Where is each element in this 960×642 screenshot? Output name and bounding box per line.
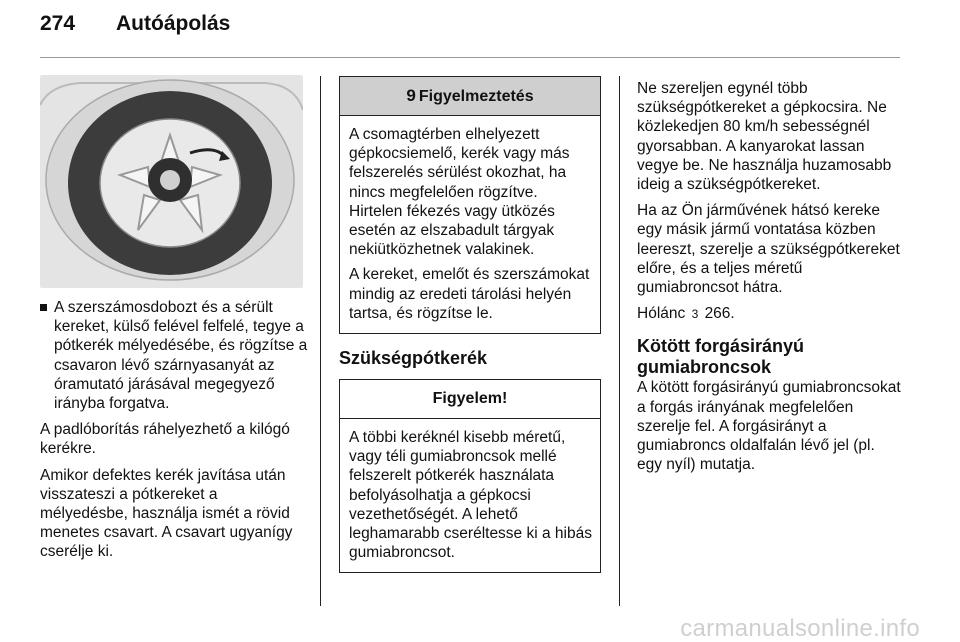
column-3 — [637, 79, 903, 481]
watermark: carmanualsonline.info — [680, 614, 920, 642]
chapter-title: Autóápolás — [116, 12, 231, 35]
notice-body — [340, 419, 600, 572]
notice-title: Figyelem! — [340, 380, 600, 419]
paragraph: A kötött forgásirányú gumiabroncsokat a forgás irányának megfelelően szerelje fel. A forgásirányt a gumiabroncs oldalfalán lévő jel (pl. egy nyíl) mutatja. — [637, 379, 901, 474]
cross-reference — [637, 304, 903, 324]
header-rule — [40, 57, 900, 58]
paragraph: A padlóborítás ráhelyezhető a kilógó kerékre. — [40, 421, 290, 458]
paragraph: A csomagtérben elhelyezett gépkocsiemelő, kerék vagy más felszerelés sérülést okozhat, ha nincs megfelelően rögzítve. Hirtelen fékezés vagy ütközés esetén az elszabadult tárgyak nekiütközhetnek valakinek. — [349, 126, 570, 259]
paragraph: Amikor defektes kerék javítása után visszateszi a pótkereket a mélyedésbe, használja ismét a rövid menetes csavart. A csavart ugyanígy cserélje ki. — [40, 466, 293, 561]
warning-box — [339, 76, 601, 334]
column-1 — [40, 298, 308, 569]
reference-page: 266. — [704, 305, 735, 323]
notice-box — [339, 379, 601, 573]
page-number: 274 — [40, 12, 76, 35]
paragraph: A kereket, emelőt és szerszámokat mindig az eredeti tárolási helyén tartsa, és rögzítse le. — [349, 266, 590, 322]
warning-title-text: Figyelmeztetés — [418, 88, 534, 105]
page-reference-icon: 3 — [691, 307, 699, 322]
reference-text: Hólánc — [637, 305, 686, 323]
paragraph: A többi keréknél kisebb méretű, vagy téli gumiabroncsok mellé felszerelt pótkerék használata befolyásolhatja a gépkocsi vezethetőségét. A lehető leghamarabb cseréltesse ki a hibás gumiabroncsot. — [349, 429, 592, 562]
column-divider-2 — [619, 76, 620, 606]
paragraph: Ne szereljen egynél több szükségpótkereket a gépkocsira. Ne közlekedjen 80 km/h sebességnél gyorsabban. A kanyarokat lassan vegye be. Ne használja huzamosabb ideig a szükségpótkereket. — [637, 80, 892, 194]
paragraph: Ha az Ön járművének hátsó kereke egy másik jármű vontatása közben leereszt, szerelje a szükségpótkereket előre, és a teljes méretű gumiabroncsot hátra. — [637, 202, 900, 297]
warning-body — [340, 116, 600, 333]
spare-wheel-illustration — [40, 75, 303, 288]
warning-triangle-icon: 9 — [406, 86, 416, 105]
column-2 — [339, 76, 601, 573]
section-title: Kötött forgásirányú gumiabroncsok — [637, 336, 805, 378]
section-title: Szükségpótkerék — [339, 348, 488, 369]
instruction-bullet: A szerszámosdobozt és a sérült kereket, külső felével felfelé, tegye a pótkerék mélyedésébe, és rögzítse a csavaron lévő szárnyasanyát az óramutató járásával megegyező irányba forgatva. — [40, 298, 308, 413]
warning-title — [340, 77, 600, 116]
column-divider-1 — [320, 76, 321, 606]
